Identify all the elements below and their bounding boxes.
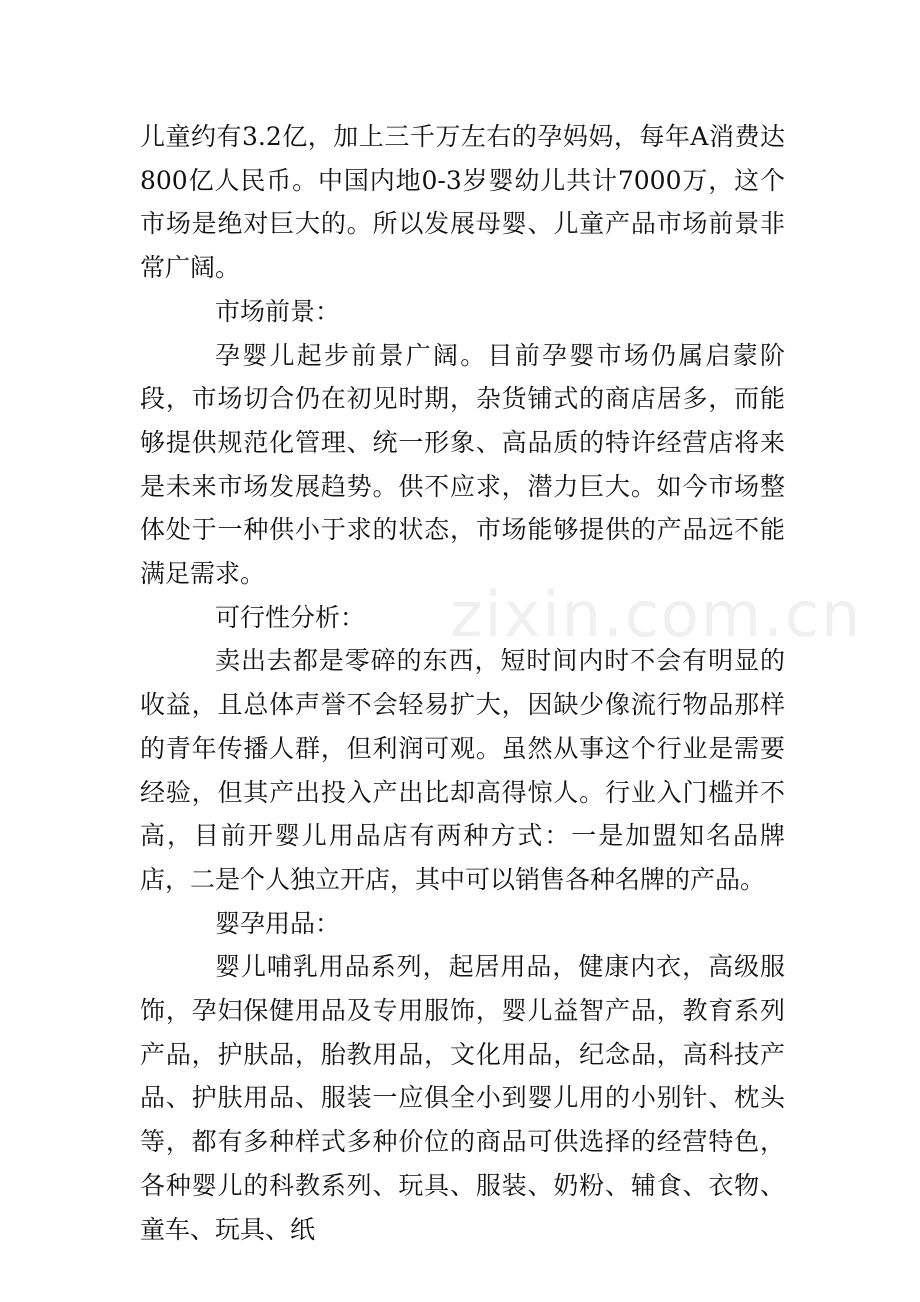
paragraph-products: 婴儿哺乳用品系列，起居用品，健康内衣，高级服饰，孕妇保健用品及专用服饰，婴儿益智产品，教育系列产品，护肤品，胎教用品，文化用品，纪念品，高科技产品、护肤用品、服装一应俱全小到婴儿用的小别针、枕头等，都有多种样式多种价位的商品可供选择的经营特色，各种婴儿的科教系列、玩具、服装、奶粉、辅食、衣物、童车、玩具、纸 <box>140 952 785 1244</box>
document-body <box>140 115 785 1251</box>
paragraph-intro: 儿童约有3.2亿，加上三千万左右的孕妈妈，每年A消费达800亿人民币。中国内地0-3岁婴幼儿共计7000万，这个市场是绝对巨大的。所以发展母婴、儿童产品市场前景非常广阔。 <box>140 122 785 283</box>
paragraph-feasibility: 卖出去都是零碎的东西，短时间内时不会有明显的收益，且总体声誉不会轻易扩大，因缺少像流行物品那样的青年传播人群，但利润可观。虽然从事这个行业是需要经验，但其产出投入产出比却高得惊人。行业入门槛并不高，目前开婴儿用品店有两种方式：一是加盟知名品牌店，二是个人独立开店，其中可以销售各种名牌的产品。 <box>140 646 785 894</box>
heading-feasibility: 可行性分析： <box>215 602 366 632</box>
paragraph-market-prospect: 孕婴儿起步前景广阔。目前孕婴市场仍属启蒙阶段，市场切合仍在初见时期，杂货铺式的商店居多，而能够提供规范化管理、统一形象、高品质的特许经营店将来是未来市场发展趋势。供不应求，潜力巨大。如今市场整体处于一种供小于求的状态，市场能够提供的产品远不能满足需求。 <box>140 340 785 589</box>
heading-products: 婴孕用品： <box>215 908 341 938</box>
watermark: zixin.com.cn <box>450 578 863 651</box>
heading-market-prospect: 市场前景： <box>215 296 341 326</box>
